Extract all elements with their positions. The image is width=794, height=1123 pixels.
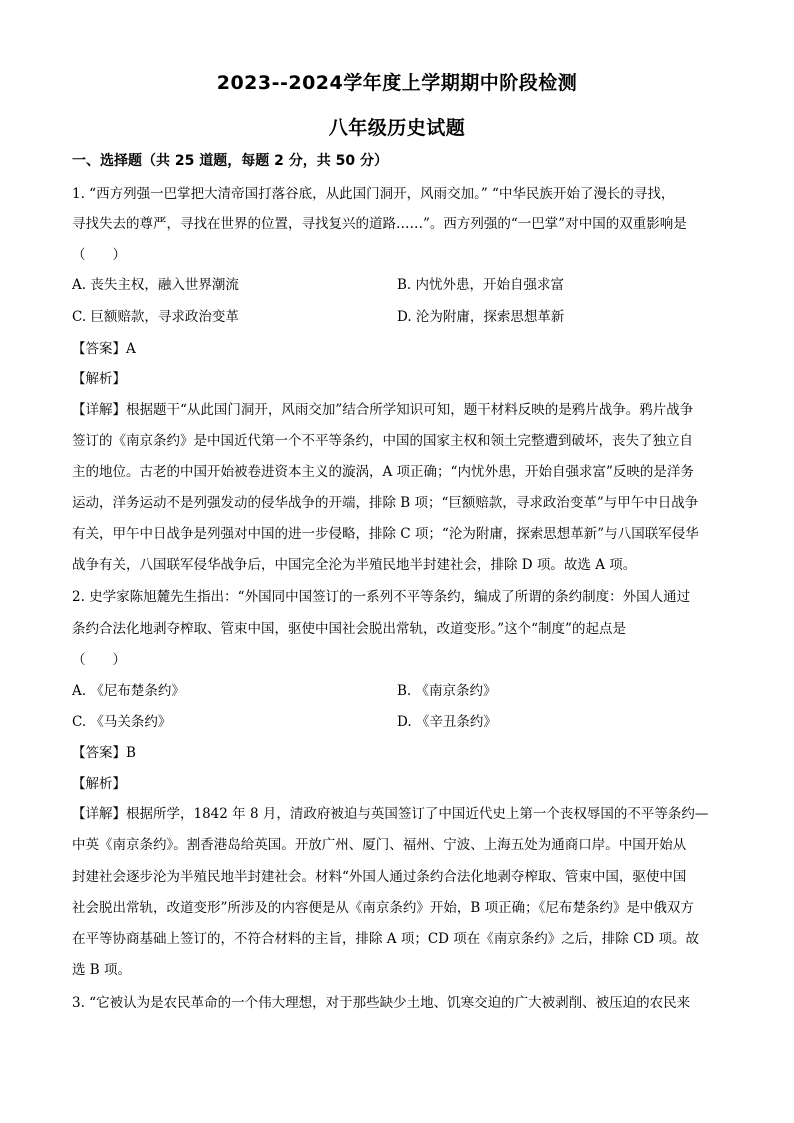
q2-analysis-label: 【解析】 <box>72 776 126 792</box>
q2-answer: 【答案】B <box>72 745 136 761</box>
q3-stem-line-1: 3. “它被认为是农民革命的一个伟大理想，对于那些缺少土地、饥寒交迫的广大被剥削、被压迫的农民来 <box>72 995 691 1011</box>
q1-detail-line-6: 战争有关，八国联军侵华战争后，中国完全沦为半殖民地半封建社会，排除 D 项。故选 A 项。 <box>72 557 637 573</box>
q2-detail-line-2: 中英《南京条约》。割香港岛给英国。开放广州、厦门、福州、宁波、上海五处为通商口岸。中国开始从 <box>72 837 687 853</box>
q2-detail-line-1: 【详解】根据所学，1842 年 8 月，清政府被迫与英国签订了中国近代史上第一个丧权辱国的不平等条约— <box>72 806 709 822</box>
q2-stem-line-1: 2. 史学家陈旭麓先生指出：“外国同中国签订的一系列不平等条约，编成了所谓的条约制度：外国人通过 <box>72 589 691 605</box>
q2-stem-line-2: 条约合法化地剥夺榨取、管束中国，驱使中国社会脱出常轨，改道变形。”这个“制度”的起点是 <box>72 621 626 637</box>
exam-subtitle: 八年级历史试题 <box>328 117 466 139</box>
q1-option-b: B. 内忧外患，开始自强求富 <box>397 277 565 293</box>
q1-stem-line-1: 1. “西方列强一巴掌把大清帝国打落谷底，从此国门洞开，风雨交加。” “中华民族开始了漫长的寻找， <box>72 186 675 202</box>
section-heading: 一、选择题（共 25 道题，每题 2 分，共 50 分） <box>72 153 388 169</box>
q2-option-c: C. 《马关条约》 <box>72 714 172 730</box>
q2-stem-line-3: （ ） <box>72 652 126 668</box>
q1-detail-line-2: 签订的《南京条约》是中国近代第一个不平等条约，中国的国家主权和领土完整遭到破坏，丧失了独立自 <box>72 433 693 449</box>
q1-option-c: C. 巨额赔款，寻求政治变革 <box>72 309 239 325</box>
q2-option-b: B. 《南京条约》 <box>397 683 497 699</box>
q1-detail-line-1: 【详解】根据题干“从此国门洞开，风雨交加”结合所学知识可知，题干材料反映的是鸦片战争。鸦片战争 <box>72 402 694 418</box>
q2-detail-line-6: 选 B 项。 <box>72 962 132 978</box>
q1-option-a: A. 丧失主权，融入世界潮流 <box>72 277 239 293</box>
q1-answer: 【答案】A <box>72 341 136 357</box>
q1-stem-line-3: （ ） <box>72 247 126 263</box>
q2-detail-line-4: 社会脱出常轨，改道变形”所涉及的内容便是从《南京条约》开始，B 项正确；《尼布楚条约》是中俄双方 <box>72 900 694 916</box>
q1-detail-line-5: 有关，甲午中日战争是列强对中国的进一步侵略，排除 C 项；“沦为附庸，探索思想革新”与八国联军侵华 <box>72 526 699 542</box>
q1-analysis-label: 【解析】 <box>72 371 126 387</box>
q2-option-a: A. 《尼布楚条约》 <box>72 683 185 699</box>
q2-detail-line-3: 封建社会逐步沦为半殖民地半封建社会。材料“外国人通过条约合法化地剥夺榨取、管束中国，驱使中国 <box>72 869 687 885</box>
exam-title: 2023--2024学年度上学期期中阶段检测 <box>216 72 578 94</box>
q2-option-d: D. 《辛丑条约》 <box>397 714 497 730</box>
q1-option-d: D. 沦为附庸，探索思想革新 <box>397 309 565 325</box>
q1-detail-line-4: 运动，洋务运动不是列强发动的侵华战争的开端，排除 B 项；“巨额赔款，寻求政治变革”与甲午中日战争 <box>72 495 699 511</box>
q1-stem-line-2: 寻找失去的尊严，寻找在世界的位置，寻找复兴的道路……”。西方列强的“一巴掌”对中国的双重影响是 <box>72 216 687 232</box>
q2-detail-line-5: 在平等协商基础上签订的，不符合材料的主旨，排除 A 项；CD 项在《南京条约》之后，排除 CD 项。故 <box>72 931 700 947</box>
q1-detail-line-3: 主的地位。古老的中国开始被卷进资本主义的漩涡，A 项正确；“内忧外患，开始自强求富”反映的是洋务 <box>72 464 694 480</box>
